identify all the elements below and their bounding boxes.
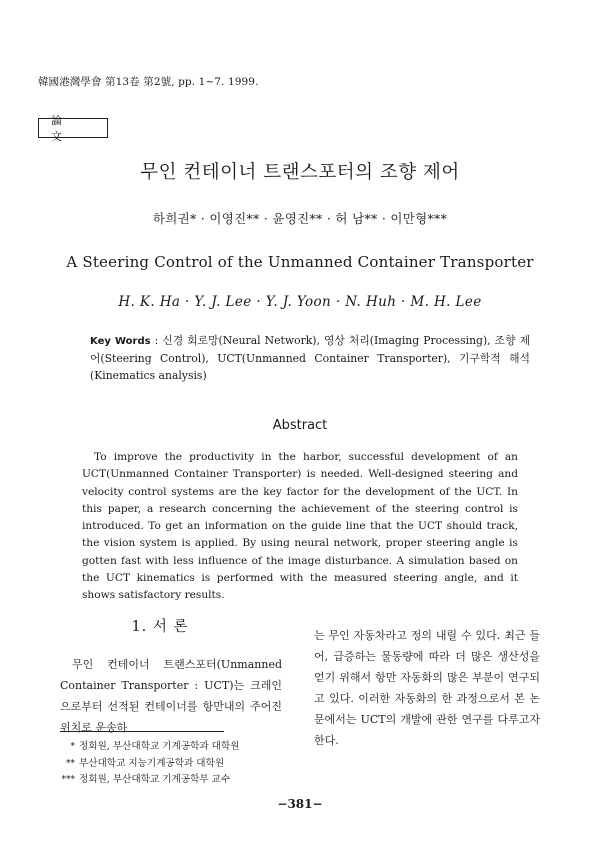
footnote-divider: [60, 731, 224, 732]
footnote-item: [50, 772, 239, 789]
authors-korean: 하희권* · 이영진** · 윤영진** · 허 남** · 이만형***: [152, 211, 448, 226]
footnote-item: [50, 739, 239, 756]
paper-title-korean: 무인 컨테이너 트랜스포터의 조향 제어: [140, 162, 460, 183]
intro-left-column: 무인 컨테이너 트랜스포터(Unmanned Container Transporter : UCT)는 크레인으로부터 선적된 컨테이너를 항만내의 주어진 위치로 운송하: [60, 658, 282, 734]
footnote-item: [50, 756, 239, 773]
abstract-heading: Abstract: [272, 418, 328, 433]
footnote-mark: ***: [61, 775, 75, 785]
page-number: −381−: [277, 797, 323, 811]
keywords-label: Key Words: [90, 336, 151, 347]
footnote-text: 정회원, 부산대학교 기계공학과 대학원: [79, 741, 240, 752]
footnote-text: 정회원, 부산대학교 기계공학부 교수: [79, 774, 231, 785]
intro-right-column: 는 무인 자동차라고 정의 내릴 수 있다. 최근 들어, 급증하는 물동량에 따라 더 많은 생산성을 얻기 위해서 항만 자동화의 많은 부분이 연구되고 있다. 이러한 자동화의 한 과정으로서 본 논문에서는 UCT의 개발에 관한 연구를 다루고자 한다.: [314, 629, 540, 747]
journal-citation: 韓國港灣學會 第13卷 第2號, pp. 1~7. 1999.: [38, 76, 259, 88]
footnotes: [50, 739, 239, 789]
section-heading-introduction: 1. 서 론: [131, 619, 189, 635]
footnote-mark: **: [66, 758, 75, 769]
authors-english: H. K. Ha · Y. J. Lee · Y. J. Yoon · N. Huh · M. H. Lee: [118, 294, 482, 310]
article-type-badge: 論 文: [38, 118, 108, 138]
paper-title-english: A Steering Control of the Unmanned Container Transporter: [66, 253, 534, 271]
abstract-body: To improve the productivity in the harbor, successful development of an UCT(Unmanned Container Transporter) is needed. Well-designed steering and velocity control systems are the key factor for the development of the UCT. In this paper, a research concerning the achievement of the steering control is introduced. To get an information on the guide line that the UCT should track, the vision system is applied. By using neural network, proper steering angle is gotten fast with less influence of the image disturbance. A simulation based on the UCT kinematics is performed with the measured steering angle, and it shows satisfactory results.: [82, 451, 518, 602]
keywords-text: : 신경 회로망(Neural Network), 영상 처리(Imaging Processing), 조향 제어(Steering Control), UCT(Unmanned Container Transporter), 기구학적 해석(Kinematics analysis): [90, 334, 530, 382]
keywords-block: [90, 332, 530, 384]
footnote-text: 부산대학교 지능기계공학과 대학원: [79, 757, 225, 769]
footnote-mark: *: [70, 742, 75, 752]
